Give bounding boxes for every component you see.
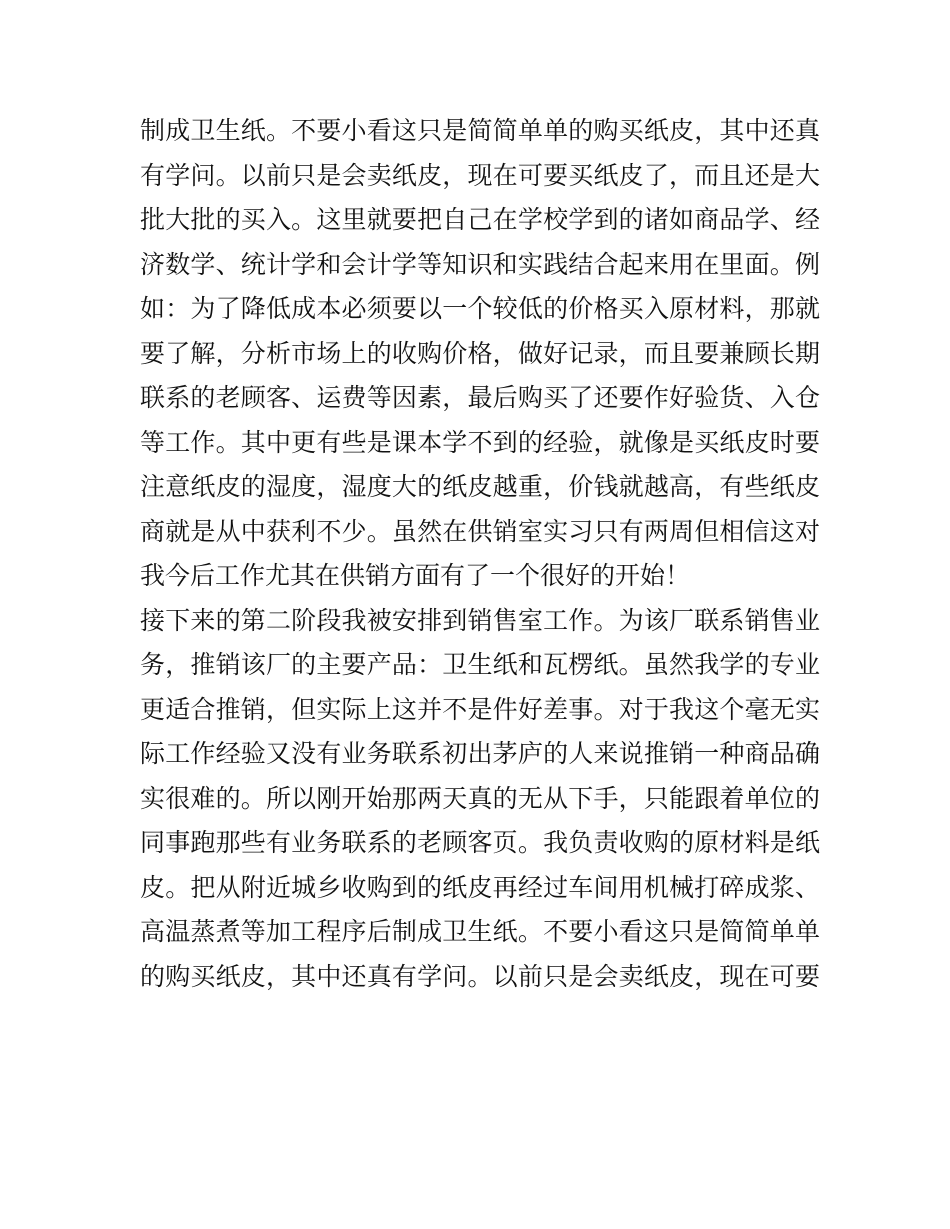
text-line: 如：为了降低成本必须要以一个较低的价格买入原材料，那就 bbox=[140, 294, 820, 323]
text-line: 同事跑那些有业务联系的老顾客页。我负责收购的原材料是纸 bbox=[140, 828, 820, 857]
body-text bbox=[140, 109, 820, 999]
text-line: 的购买纸皮，其中还真有学问。以前只是会卖纸皮，现在可要 bbox=[140, 961, 820, 991]
text-line: 务，推销该厂的主要产品：卫生纸和瓦楞纸。虽然我学的专业 bbox=[140, 650, 820, 679]
text-line: 实很难的。所以刚开始那两天真的无从下手，只能跟着单位的 bbox=[140, 783, 820, 813]
text-line: 要了解，分析市场上的收购价格，做好记录，而且要兼顾长期 bbox=[140, 338, 820, 368]
text-line: 批大批的买入。这里就要把自己在学校学到的诸如商品学、经 bbox=[140, 205, 820, 234]
text-line: 高温蒸煮等加工程序后制成卫生纸。不要小看这只是简简单单 bbox=[140, 917, 820, 946]
text-line: 皮。把从附近城乡收购到的纸皮再经过车间用机械打碎成浆、 bbox=[140, 872, 820, 902]
text-line: 更适合推销，但实际上这并不是件好差事。对于我这个毫无实 bbox=[140, 694, 820, 724]
text-line: 济数学、统计学和会计学等知识和实践结合起来用在里面。例 bbox=[140, 249, 820, 279]
text-line: 制成卫生纸。不要小看这只是简简单单的购买纸皮，其中还真 bbox=[140, 116, 820, 145]
text-line: 际工作经验又没有业务联系初出茅庐的人来说推销一种商品确 bbox=[140, 739, 820, 768]
text-line: 接下来的第二阶段我被安排到销售室工作。为该厂联系销售业 bbox=[140, 605, 820, 635]
text-line: 等工作。其中更有些是课本学不到的经验，就像是买纸皮时要 bbox=[140, 427, 820, 457]
text-line: 我今后工作尤其在供销方面有了一个很好的开始！ bbox=[140, 561, 691, 590]
text-line: 商就是从中获利不少。虽然在供销室实习只有两周但相信这对 bbox=[140, 516, 820, 546]
text-line: 联系的老顾客、运费等因素，最后购买了还要作好验货、入仓 bbox=[140, 383, 820, 412]
text-line: 有学问。以前只是会卖纸皮，现在可要买纸皮了，而且还是大 bbox=[140, 160, 820, 190]
text-line: 注意纸皮的湿度，湿度大的纸皮越重，价钱就越高，有些纸皮 bbox=[140, 472, 820, 501]
